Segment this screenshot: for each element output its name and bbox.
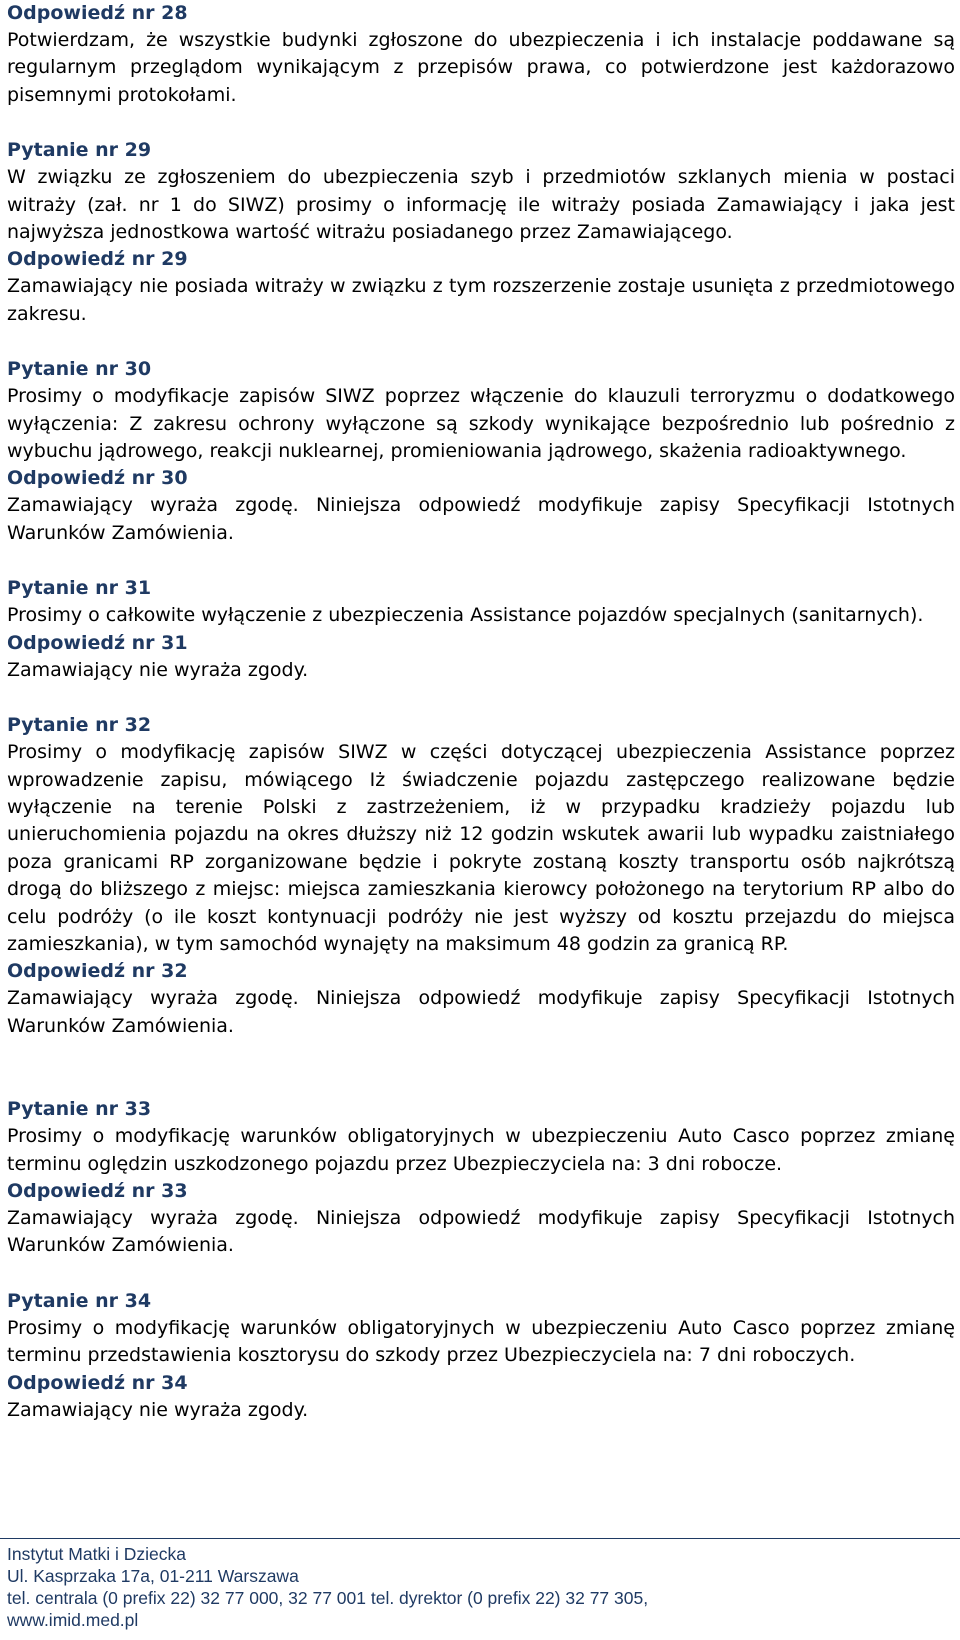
answer-heading: Odpowiedź nr 31: [7, 631, 188, 654]
qa-block-32: [7, 712, 955, 1040]
answer-heading: Odpowiedź nr 33: [7, 1179, 188, 1202]
spacer: [7, 328, 955, 356]
answer-heading: Odpowiedź nr 28: [7, 2, 188, 24]
spacer: [7, 1040, 955, 1096]
question-heading: Pytanie nr 32: [7, 714, 152, 737]
question-text: Prosimy o całkowite wyłączenie z ubezpieczenia Assistance pojazdów specjalnych (sanitarnych).: [7, 604, 924, 627]
qa-block-30: [7, 356, 955, 547]
page-footer: [0, 1538, 960, 1631]
footer-website-link[interactable]: www.imid.med.pl: [7, 1610, 139, 1630]
answer-text: Zamawiający wyraża zgodę. Niniejsza odpowiedź modyfikuje zapisy Specyfikacji Istotnych Warunków Zamówienia.: [7, 987, 955, 1037]
answer-heading: Odpowiedź nr 34: [7, 1371, 188, 1394]
question-text: W związku ze zgłoszeniem do ubezpieczenia szyb i przedmiotów szklanych mienia w postaci witraży (zał. nr 1 do SIWZ) prosimy o informację ile witraży posiada Zamawiający i jaka jest najwyższa jednostkowa wartość witrażu posiadanego przez Zamawiającego.: [7, 166, 955, 244]
answer-heading: Odpowiedź nr 30: [7, 467, 188, 490]
answer-heading: Odpowiedź nr 29: [7, 248, 188, 271]
footer-phones: tel. centrala (0 prefix 22) 32 77 000, 32 77 001 tel. dyrektor (0 prefix 22) 32 77 305,: [7, 1588, 649, 1608]
answer-text: Zamawiający wyraża zgodę. Niniejsza odpowiedź modyfikuje zapisy Specyfikacji Istotnych Warunków Zamówienia.: [7, 1206, 955, 1257]
answer-text: Potwierdzam, że wszystkie budynki zgłoszone do ubezpieczenia i ich instalacje poddawane są regularnym przeglądom wynikającym z przepisów prawa, co potwierdzone jest każdorazowo pisemnymi protokołami.: [7, 29, 955, 106]
spacer: [7, 109, 955, 137]
qa-block-31: [7, 575, 955, 684]
spacer: [7, 547, 955, 575]
answer-text: Zamawiający wyraża zgodę. Niniejsza odpowiedź modyfikuje zapisy Specyfikacji Istotnych Warunków Zamówienia.: [7, 494, 955, 544]
document-page: [7, 0, 955, 1424]
question-heading: Pytanie nr 30: [7, 358, 152, 381]
spacer: [7, 1260, 955, 1288]
question-text: Prosimy o modyfikację zapisów SIWZ w części dotyczącej ubezpieczenia Assistance poprzez wprowadzenie zapisu, mówiącego Iż świadczenie pojazdu zastępczego realizowane będzie wyłączenie na terenie Polski z zastrzeżeniem, iż w przypadku kradzieży pojazdu lub unieruchomienia pojazdu na okres dłuższy niż 12 godzin wskutek awarii lub wypadku zaistniałego poza granicami RP zorganizowane będzie i pokryte zostaną koszty transportu osób najkrótszą drogą do bliższego z miejsc: miejsca zamieszkania kierowcy położonego na terytorium RP albo do celu podróży (o ile koszt kontynuacji podróży nie jest wyższy od kosztu przejazdu do miejsca zamieszkania), w tym samochód wynajęty na maksimum 48 godzin za granicą RP.: [7, 741, 955, 955]
qa-block-29: [7, 137, 955, 328]
question-heading: Pytanie nr 33: [7, 1098, 152, 1121]
question-text: Prosimy o modyfikację warunków obligatoryjnych w ubezpieczeniu Auto Casco poprzez zmianę terminu przedstawienia kosztorysu do szkody przez Ubezpieczyciela na: 7 dni roboczych.: [7, 1316, 955, 1367]
question-heading: Pytanie nr 34: [7, 1289, 152, 1312]
footer-institution: Instytut Matki i Dziecka: [7, 1544, 186, 1564]
answer-heading: Odpowiedź nr 32: [7, 960, 188, 983]
spacer: [7, 684, 955, 712]
answer-text: Zamawiający nie posiada witraży w związku z tym rozszerzenie zostaje usunięta z przedmiotowego zakresu.: [7, 275, 955, 325]
footer-address: Ul. Kasprzaka 17a, 01-211 Warszawa: [7, 1566, 299, 1586]
question-text: Prosimy o modyfikację warunków obligatoryjnych w ubezpieczeniu Auto Casco poprzez zmianę terminu oględzin uszkodzonego pojazdu przez Ubezpieczyciela na: 3 dni robocze.: [7, 1125, 955, 1175]
question-heading: Pytanie nr 31: [7, 577, 152, 600]
answer-text: Zamawiający nie wyraża zgody.: [7, 1398, 309, 1421]
question-heading: Pytanie nr 29: [7, 139, 152, 162]
qa-block-33: [7, 1096, 955, 1260]
answer-text: Zamawiający nie wyraża zgody.: [7, 658, 309, 681]
qa-block-28: [7, 0, 955, 109]
question-text: Prosimy o modyfikacje zapisów SIWZ poprzez włączenie do klauzuli terroryzmu o dodatkowego wyłączenia: Z zakresu ochrony wyłączone są szkody wynikające bezpośrednio lub pośrednio z wybuchu jądrowego, reakcji nuklearnej, promieniowania jądrowego, skażenia radioaktywnego.: [7, 385, 955, 463]
qa-block-34: [7, 1288, 955, 1424]
